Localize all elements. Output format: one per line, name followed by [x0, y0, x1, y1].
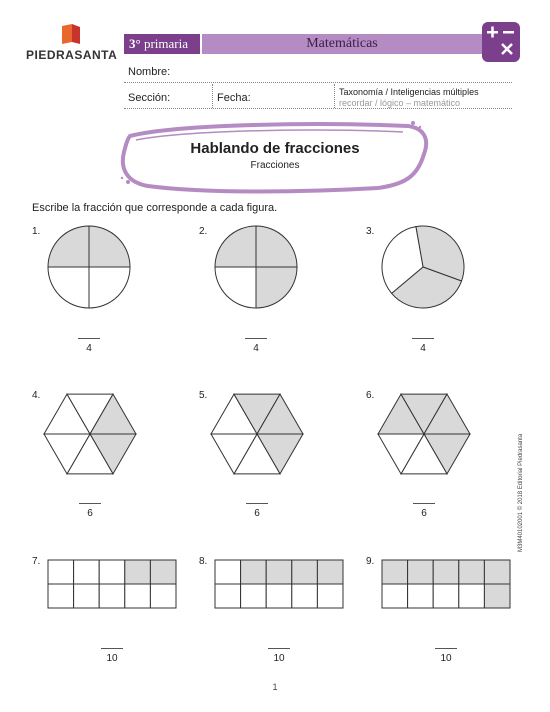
fraction-bar	[78, 338, 100, 339]
fraction-answer[interactable]	[426, 648, 466, 664]
fraction-denominator: 6	[254, 508, 260, 519]
fraction-bar	[412, 338, 434, 339]
fraction-bar	[79, 503, 101, 504]
fraction-denominator: 4	[420, 343, 426, 354]
page-title: Hablando de fracciones	[190, 140, 360, 157]
fraction-part	[48, 560, 74, 584]
fraction-part	[408, 560, 434, 584]
fraction-part	[459, 560, 485, 584]
fraction-part	[433, 560, 459, 584]
fraction-part	[459, 584, 485, 608]
exercise-figure-circle	[382, 226, 464, 308]
fraction-denominator: 4	[253, 343, 259, 354]
fraction-part	[256, 267, 297, 308]
fraction-part	[74, 560, 100, 584]
exercise-number: 8.	[199, 556, 208, 567]
fraction-part	[215, 560, 241, 584]
fraction-part	[48, 584, 74, 608]
exercise-number: 4.	[32, 390, 41, 401]
fraction-part	[48, 226, 89, 267]
fraction-denominator: 10	[273, 653, 285, 664]
fraction-part	[48, 267, 89, 308]
exercise-figure-grid	[48, 560, 176, 608]
fraction-answer[interactable]	[92, 648, 132, 664]
fraction-answer[interactable]	[70, 503, 110, 519]
fraction-part	[99, 560, 125, 584]
fraction-part	[433, 584, 459, 608]
exercise-number: 3.	[366, 226, 375, 237]
exercise-number: 9.	[366, 556, 375, 567]
page-subtitle: Fracciones	[250, 160, 300, 171]
fraction-part	[74, 584, 100, 608]
fraction-answer[interactable]	[403, 338, 443, 354]
fraction-part	[317, 560, 343, 584]
plus-minus-times-icon	[482, 22, 520, 62]
fraction-bar	[413, 503, 435, 504]
exercise-figure-hexagon	[44, 390, 136, 478]
fraction-bar	[245, 338, 267, 339]
section-label: Sección:	[128, 92, 171, 104]
exercise-number: 2.	[199, 226, 208, 237]
fraction-part	[125, 560, 151, 584]
exercise-figure-grid	[215, 560, 343, 608]
exercise-figure-hexagon	[211, 390, 303, 478]
grade-label	[124, 34, 200, 54]
divider	[212, 84, 213, 108]
section-line[interactable]	[124, 108, 512, 109]
fraction-denominator: 6	[87, 508, 93, 519]
title-banner	[118, 118, 434, 198]
subject-title: Matemáticas	[202, 34, 482, 54]
fraction-part	[89, 226, 130, 267]
exercise-number: 1.	[32, 226, 41, 237]
logo-text: PIEDRASANTA	[26, 48, 118, 62]
fraction-part	[215, 226, 256, 267]
fraction-answer[interactable]	[237, 503, 277, 519]
exercise-number: 6.	[366, 390, 375, 401]
fraction-denominator: 6	[421, 508, 427, 519]
name-line[interactable]	[124, 82, 512, 83]
fraction-part	[241, 560, 267, 584]
exercise-number: 7.	[32, 556, 41, 567]
side-code: M3M40102001 © 2018 Editorial Piedrasanta	[518, 433, 524, 552]
fraction-answer[interactable]	[69, 338, 109, 354]
exercise-figure-circle	[48, 226, 130, 308]
fraction-denominator: 10	[440, 653, 452, 664]
grade-number: 3°	[129, 36, 141, 51]
logo-mark	[60, 24, 82, 46]
fraction-denominator: 10	[106, 653, 118, 664]
fraction-answer[interactable]	[236, 338, 276, 354]
fraction-bar	[435, 648, 457, 649]
fraction-part	[266, 584, 292, 608]
fraction-part	[484, 560, 510, 584]
fraction-bar	[101, 648, 123, 649]
date-label: Fecha:	[217, 92, 251, 104]
fraction-answer[interactable]	[259, 648, 299, 664]
fraction-part	[215, 267, 256, 308]
fraction-part	[266, 560, 292, 584]
fraction-part	[408, 584, 434, 608]
fraction-bar	[268, 648, 290, 649]
divider	[334, 84, 335, 108]
page-number: 1	[272, 682, 278, 692]
taxonomy-values: recordar / lógico – matemático	[339, 98, 461, 108]
fraction-part	[215, 584, 241, 608]
instruction: Escribe la fracción que corresponde a cada figura.	[32, 202, 278, 214]
fraction-part	[125, 584, 151, 608]
grade-level: primaria	[143, 36, 188, 51]
fraction-part	[292, 584, 318, 608]
exercise-figure-circle	[215, 226, 297, 308]
exercise-figure-grid	[382, 560, 510, 608]
exercise-figure-hexagon	[378, 390, 470, 478]
fraction-part	[484, 584, 510, 608]
fraction-part	[317, 584, 343, 608]
fraction-part	[292, 560, 318, 584]
fraction-answer[interactable]	[404, 503, 444, 519]
fraction-part	[382, 560, 408, 584]
fraction-part	[382, 584, 408, 608]
taxonomy-label: Taxonomía / Inteligencias múltiples	[339, 87, 479, 97]
fraction-part	[99, 584, 125, 608]
fraction-part	[150, 584, 176, 608]
fraction-denominator: 4	[86, 343, 92, 354]
fraction-part	[256, 226, 297, 267]
fraction-part	[241, 584, 267, 608]
fraction-bar	[246, 503, 268, 504]
fraction-part	[89, 267, 130, 308]
name-label: Nombre:	[128, 66, 171, 78]
exercise-number: 5.	[199, 390, 208, 401]
fraction-part	[150, 560, 176, 584]
